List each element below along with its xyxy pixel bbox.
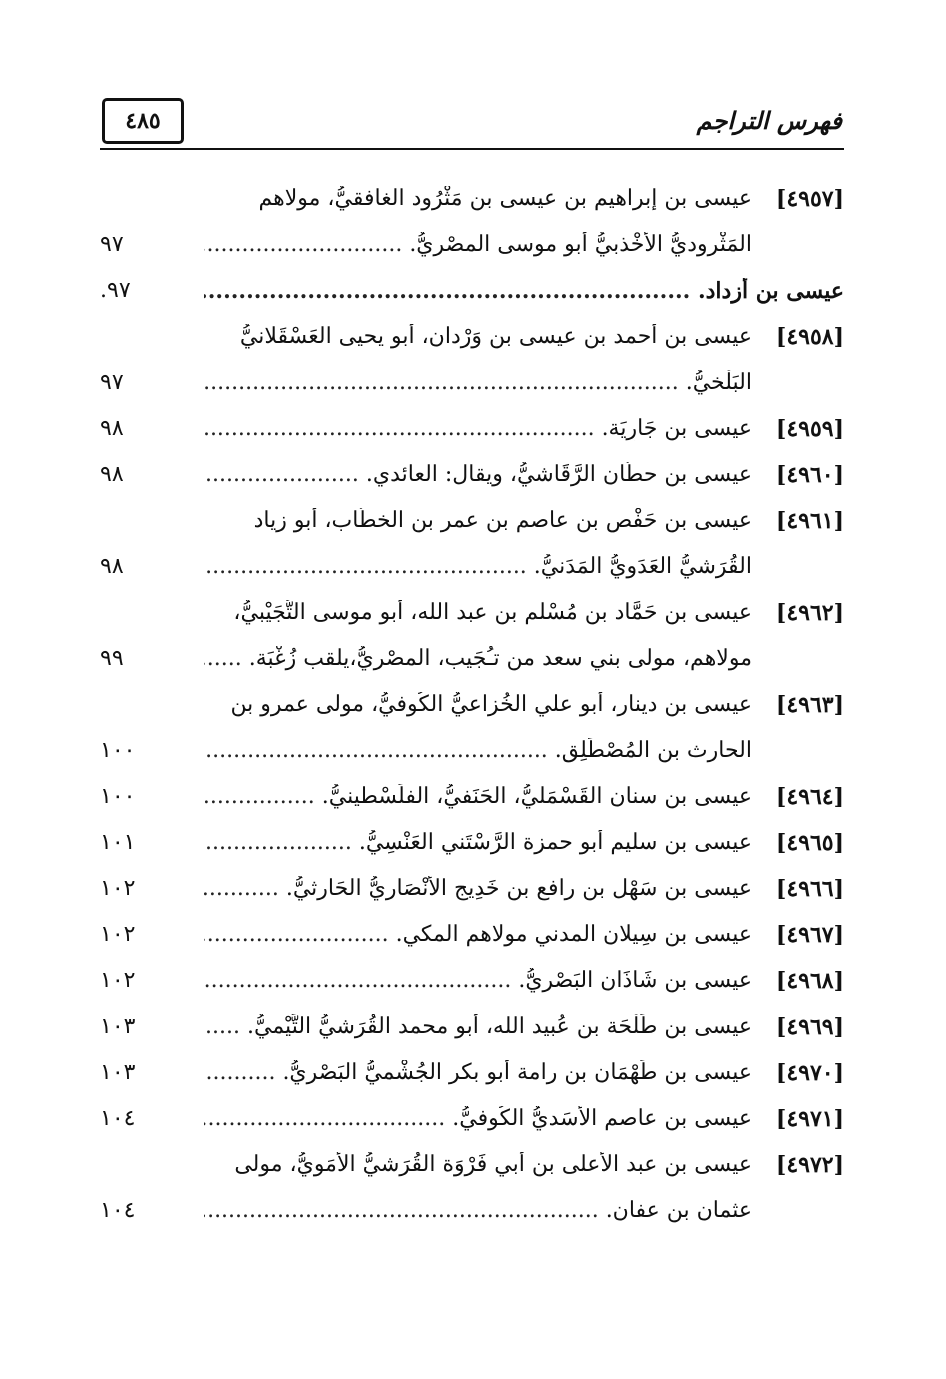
entry-number: [٤٩٦٠] xyxy=(775,462,844,488)
index-entry-line xyxy=(100,1054,844,1100)
entry-number: [٤٩٦٣] xyxy=(775,692,844,718)
entry-page-number: ١٠٠ xyxy=(100,738,136,763)
entry-number: [٤٩٦٦] xyxy=(775,876,844,902)
index-entry-line xyxy=(100,226,844,272)
entry-text: الحارث بن المُصْطَلِق. ..... xyxy=(204,738,752,763)
entry-text: عيسى بن أزداد. ..... xyxy=(204,278,844,304)
entry-number: [٤٩٦٢] xyxy=(775,600,844,626)
entry-text: مولاهم، مولى بني سعد من تـُجَيب، المصْريُّ،يلقب زُغْبَة. ..... xyxy=(204,646,752,671)
index-entry-line xyxy=(100,686,844,732)
index-entry-line xyxy=(100,916,844,962)
index-entry-line xyxy=(100,962,844,1008)
entry-text: عيسى بن طَلْحَة بن عُبيد الله، أبو محمد القُرَشيُّ التَّيْميُّ. ..... xyxy=(204,1014,752,1039)
entry-text: عيسى بن دينار، أبو علي الخُزاعيُّ الكُوفيُّ، مولى عمرو بن xyxy=(230,692,752,717)
index-entry-line xyxy=(100,594,844,640)
entry-text: عيسى بن جَارِيَة. ..... xyxy=(204,416,752,441)
entry-page-number: ١٠٣ xyxy=(100,1060,136,1085)
entry-text: المَثْروديُّ الأَخْذبيُّ أبو موسى المصْريُّ. ..... xyxy=(204,232,752,257)
entry-page-number: ٩٧. xyxy=(100,278,131,303)
entry-text: عيسى بن سليم أبو حمزة الرَّسْتَني العَنْسِيُّ. ..... xyxy=(204,830,752,855)
entry-text: البَلْخيُّ. ..... xyxy=(204,370,752,395)
entry-number: [٤٩٦٤] xyxy=(775,784,844,810)
index-entry-line xyxy=(100,640,844,686)
entry-page-number: ١٠٣ xyxy=(100,1014,136,1039)
page-number-box xyxy=(102,98,184,144)
page-header xyxy=(100,96,844,154)
index-entry-line xyxy=(100,1008,844,1054)
page-number: ٤٨٥ xyxy=(125,108,161,134)
index-entry-line xyxy=(100,1100,844,1146)
index-entry-line xyxy=(100,824,844,870)
index-entry-line xyxy=(100,318,844,364)
entry-number: [٤٩٦٧] xyxy=(775,922,844,948)
entry-page-number: ٩٩ xyxy=(100,646,124,671)
index-entry-line xyxy=(100,732,844,778)
entry-text: القُرَشيُّ العَدَويُّ المَدَنيُّ. ..... xyxy=(204,554,752,579)
entry-text: عيسى بن سَهْل بن رافع بن خَدِيج الأَنْصَاريُّ الحَارثيُّ. ..... xyxy=(204,876,752,901)
entry-text: عيسى بن حَمَّاد بن مُسْلم بن عبد الله، أبو موسى التُّجَيْبيُّ، xyxy=(233,600,752,625)
entry-number: [٤٩٧٢] xyxy=(775,1152,844,1178)
index-list xyxy=(100,180,844,1238)
index-entry-line xyxy=(100,502,844,548)
entry-page-number: ٩٧ xyxy=(100,370,124,395)
entry-page-number: ٩٨ xyxy=(100,462,124,487)
index-entry-line xyxy=(100,456,844,502)
index-entry-line xyxy=(100,180,844,226)
entry-text: عيسى بن طَهْمَان بن رامة أبو بكر الجُشْميُّ البَصْريُّ. ..... xyxy=(204,1060,752,1085)
entry-text: عيسى بن حَفْص بن عاصم بن عمر بن الخطَّاب، أبو زياد xyxy=(253,508,752,533)
entry-page-number: ١٠٤ xyxy=(100,1106,136,1131)
index-entry-line xyxy=(100,778,844,824)
entry-number: [٤٩٥٧] xyxy=(775,186,844,212)
entry-text: عيسى بن عبد الأعلى بن أبي فَرْوَة القُرَشيُّ الأُمَويُّ، مولى xyxy=(234,1152,752,1177)
entry-number: [٤٩٧٠] xyxy=(775,1060,844,1086)
index-entry-line xyxy=(100,364,844,410)
entry-page-number: ١٠٢ xyxy=(100,968,136,993)
entry-text: عثمان بن عفان. ..... xyxy=(204,1198,752,1223)
entry-number: [٤٩٦١] xyxy=(775,508,844,534)
entry-number: [٤٩٥٨] xyxy=(775,324,844,350)
index-entry-line xyxy=(100,1192,844,1238)
index-entry-line xyxy=(100,410,844,456)
entry-number: [٤٩٦٨] xyxy=(775,968,844,994)
entry-number: [٤٩٦٩] xyxy=(775,1014,844,1040)
entry-page-number: ٩٧ xyxy=(100,232,124,257)
entry-page-number: ١٠٠ xyxy=(100,784,136,809)
running-title: فهرس التراجم xyxy=(696,106,842,135)
entry-text: عيسى بن أحمد بن عيسى بن وَرْدان، أبو يحيى العَسْقَلانيُّ xyxy=(239,324,752,349)
index-entry-line xyxy=(100,548,844,594)
entry-page-number: ٩٨ xyxy=(100,416,124,441)
entry-page-number: ١٠٢ xyxy=(100,876,136,901)
index-entry-line xyxy=(100,272,844,318)
entry-text: عيسى بن شَاذَان البَصْريُّ. ..... xyxy=(204,968,752,993)
index-entry-line xyxy=(100,1146,844,1192)
entry-number: [٤٩٦٥] xyxy=(775,830,844,856)
entry-text: عيسى بن عاصم الأَسَديُّ الكُوفيُّ. ..... xyxy=(204,1106,752,1131)
entry-text: عيسى بن سنان القَسْمَليُّ، الحَنَفيُّ، الفلَسْطينيُّ. ..... xyxy=(204,784,752,809)
entry-number: [٤٩٧١] xyxy=(775,1106,844,1132)
entry-text: عيسى بن حطَّان الرَّقَاشيُّ، ويقال: العائدي. ..... xyxy=(204,462,752,487)
index-entry-line xyxy=(100,870,844,916)
entry-page-number: ١٠٢ xyxy=(100,922,136,947)
entry-page-number: ١٠١ xyxy=(100,830,136,855)
entry-text: عيسى بن سِيلان المدني مولاهم المكي. ..... xyxy=(204,922,752,947)
entry-number: [٤٩٥٩] xyxy=(775,416,844,442)
header-rule xyxy=(100,148,844,150)
entry-page-number: ١٠٤ xyxy=(100,1198,136,1223)
entry-page-number: ٩٨ xyxy=(100,554,124,579)
entry-text: عيسى بن إبراهيم بن عيسى بن مَثْرُود الغافقيُّ، مولاهم xyxy=(258,186,752,211)
